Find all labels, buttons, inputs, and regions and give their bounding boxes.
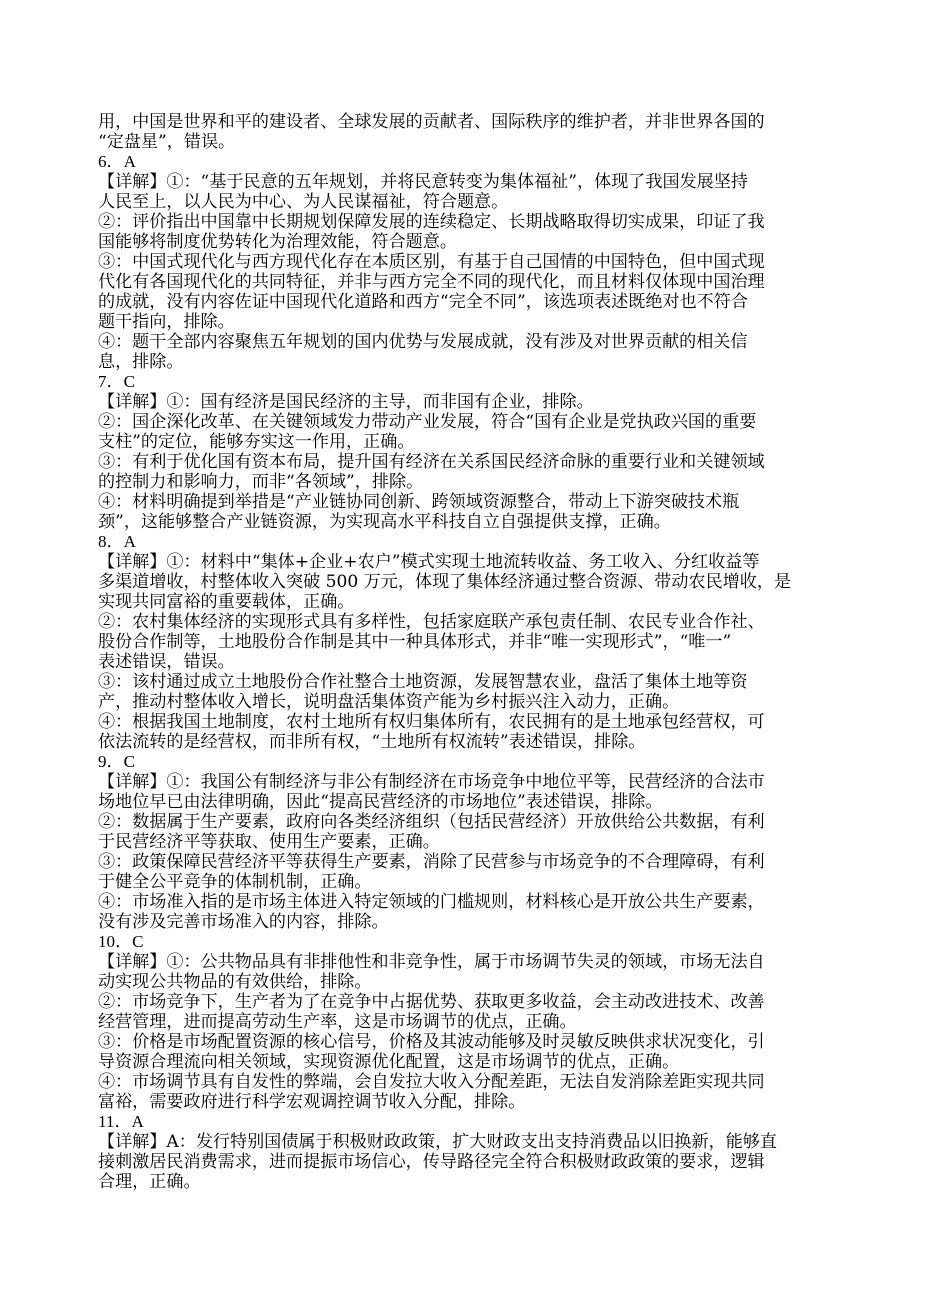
text-line: 经营管理，进而提高劳动生产率，这是市场调节的优点，正确。 — [98, 1012, 577, 1032]
text-line: 【详解】A：发行特别国债属于积极财政政策，扩大财政支出支持消费品以旧换新，能够直 — [98, 1132, 777, 1152]
text-line: 【详解】①：公共物品具有非排他性和非竞争性，属于市场调节失灵的领域，市场无法自 — [98, 952, 765, 972]
text-line: 多渠道增收，村整体收入突破 500 万元，体现了集体经济通过整合资源、带动农民增收，是 — [98, 572, 792, 592]
answer-heading-11: 11．A — [98, 1112, 144, 1131]
text-line: ②：评价指出中国靠中长期规划保障发展的连续稳定、长期战略取得切实成果，印证了我 — [98, 212, 765, 232]
text-line: 于健全公平竞争的体制机制，正确。 — [98, 872, 372, 892]
text-line: 导资源合理流向相关领域，实现资源优化配置，这是市场调节的优点，正确。 — [98, 1052, 680, 1072]
text-line: 的成就，没有内容佐证中国现代化道路和西方“完全不同”，该选项表述既绝对也不符合 — [98, 292, 748, 312]
text-line: ④：市场准入指的是市场主体进入特定领域的门槛规则，材料核心是开放公共生产要素， — [98, 892, 765, 912]
text-line: 息，排除。 — [98, 352, 184, 372]
text-line: 代化有各国现代化的共同特征，并非与西方完全不同的现代化，而且材料仅体现中国治理 — [98, 272, 765, 292]
text-line: ③：价格是市场配置资源的核心信号，价格及其波动能够及时灵敏反映供求状况变化，引 — [98, 1032, 765, 1052]
answer-heading-10: 10．C — [98, 932, 144, 951]
text-line: ②：市场竞争下，生产者为了在竞争中占据优势、获取更多收益，会主动改进技术、改善 — [98, 992, 765, 1012]
text-line: 依法流转的是经营权，而非所有权，“土地所有权流转”表述错误，排除。 — [98, 732, 646, 752]
text-line: ③：中国式现代化与西方现代化存在本质区别，有基于自己国情的中国特色，但中国式现 — [98, 252, 765, 272]
text-line: 产，推动村整体收入增长，说明盘活集体资产能为乡村振兴注入动力，正确。 — [98, 692, 680, 712]
text-line: ②：农村集体经济的实现形式具有多样性，包括家庭联产承包责任制、农民专业合作社、 — [98, 612, 765, 632]
answer-heading-7: 7．C — [98, 372, 136, 391]
text-line: ③：有利于优化国有资本布局，提升国有经济在关系国民经济命脉的重要行业和关键领域 — [98, 452, 765, 472]
text-line: 动实现公共物品的有效供给，排除。 — [98, 972, 372, 992]
text-line: 支柱”的定位，能够夯实这一作用，正确。 — [98, 432, 415, 452]
text-line: 接刺激居民消费需求，进而提振市场信心，传导路径完全符合积极财政政策的要求，逻辑 — [98, 1152, 765, 1172]
text-line: 题干指向，排除。 — [98, 312, 235, 332]
text-line: 【详解】①：我国公有制经济与非公有制经济在市场竞争中地位平等，民营经济的合法市 — [98, 772, 765, 792]
text-line: ④：材料明确提到举措是“产业链协同创新、跨领域资源整合，带动上下游突破技术瓶 — [98, 492, 740, 512]
answer-explanation-document — [98, 112, 858, 1192]
text-line: 实现共同富裕的重要载体，正确。 — [98, 592, 355, 612]
text-line: 股份合作制等，土地股份合作制是其中一种具体形式，并非“唯一实现形式”，“唯一” — [98, 632, 732, 652]
text-line: ②：数据属于生产要素，政府向各类经济组织（包括民营经济）开放供给公共数据，有利 — [98, 812, 765, 832]
answer-heading-9: 9．C — [98, 752, 136, 771]
text-line: 【详解】①：“基于民意的五年规划，并将民意转变为集体福祉”，体现了我国发展坚持 — [98, 172, 748, 192]
text-line: ②：国企深化改革、在关键领域发力带动产业发展，符合“国有企业是党执政兴国的重要 — [98, 412, 757, 432]
text-line: 颈”，这能够整合产业链资源，为实现高水平科技自立自强提供支撑，正确。 — [98, 512, 671, 532]
answer-heading-6: 6．A — [98, 152, 136, 171]
text-line: 国能够将制度优势转化为治理效能，符合题意。 — [98, 232, 457, 252]
text-line: 场地位早已由法律明确，因此“提高民营经济的市场地位”表述错误，排除。 — [98, 792, 663, 812]
text-line: 的控制力和影响力，而非“各领域”，排除。 — [98, 472, 424, 492]
text-line: “定盘星”，错误。 — [98, 132, 236, 152]
text-line: ③：该村通过成立土地股份合作社整合土地资源，发展智慧农业，盘活了集体土地等资 — [98, 672, 748, 692]
text-line: 【详解】①：国有经济是国民经济的主导，而非国有企业，排除。 — [98, 392, 594, 412]
text-line: 表述错误，错误。 — [98, 652, 235, 672]
text-line: ④：题干全部内容聚焦五年规划的国内优势与发展成就，没有涉及对世界贡献的相关信 — [98, 332, 748, 352]
text-line: 富裕，需要政府进行科学宏观调控调节收入分配，排除。 — [98, 1092, 526, 1112]
text-line: 合理，正确。 — [98, 1172, 201, 1192]
text-line: ④：市场调节具有自发性的弊端，会自发拉大收入分配差距，无法自发消除差距实现共同 — [98, 1072, 765, 1092]
text-line: 没有涉及完善市场准入的内容，排除。 — [98, 912, 389, 932]
text-line: 用，中国是世界和平的建设者、全球发展的贡献者、国际秩序的维护者，并非世界各国的 — [98, 112, 765, 132]
answer-heading-8: 8．A — [98, 532, 136, 551]
text-line: ③：政策保障民营经济平等获得生产要素，消除了民营参与市场竞争的不合理障碍，有利 — [98, 852, 765, 872]
text-line: 于民营经济平等获取、使用生产要素，正确。 — [98, 832, 440, 852]
text-line: ④：根据我国土地制度，农村土地所有权归集体所有，农民拥有的是土地承包经营权，可 — [98, 712, 765, 732]
text-line: 人民至上，以人民为中心、为人民谋福祉，符合题意。 — [98, 192, 509, 212]
text-line: 【详解】①：材料中“集体+企业+农户”模式实现土地流转收益、务工收入、分红收益等 — [98, 552, 760, 572]
